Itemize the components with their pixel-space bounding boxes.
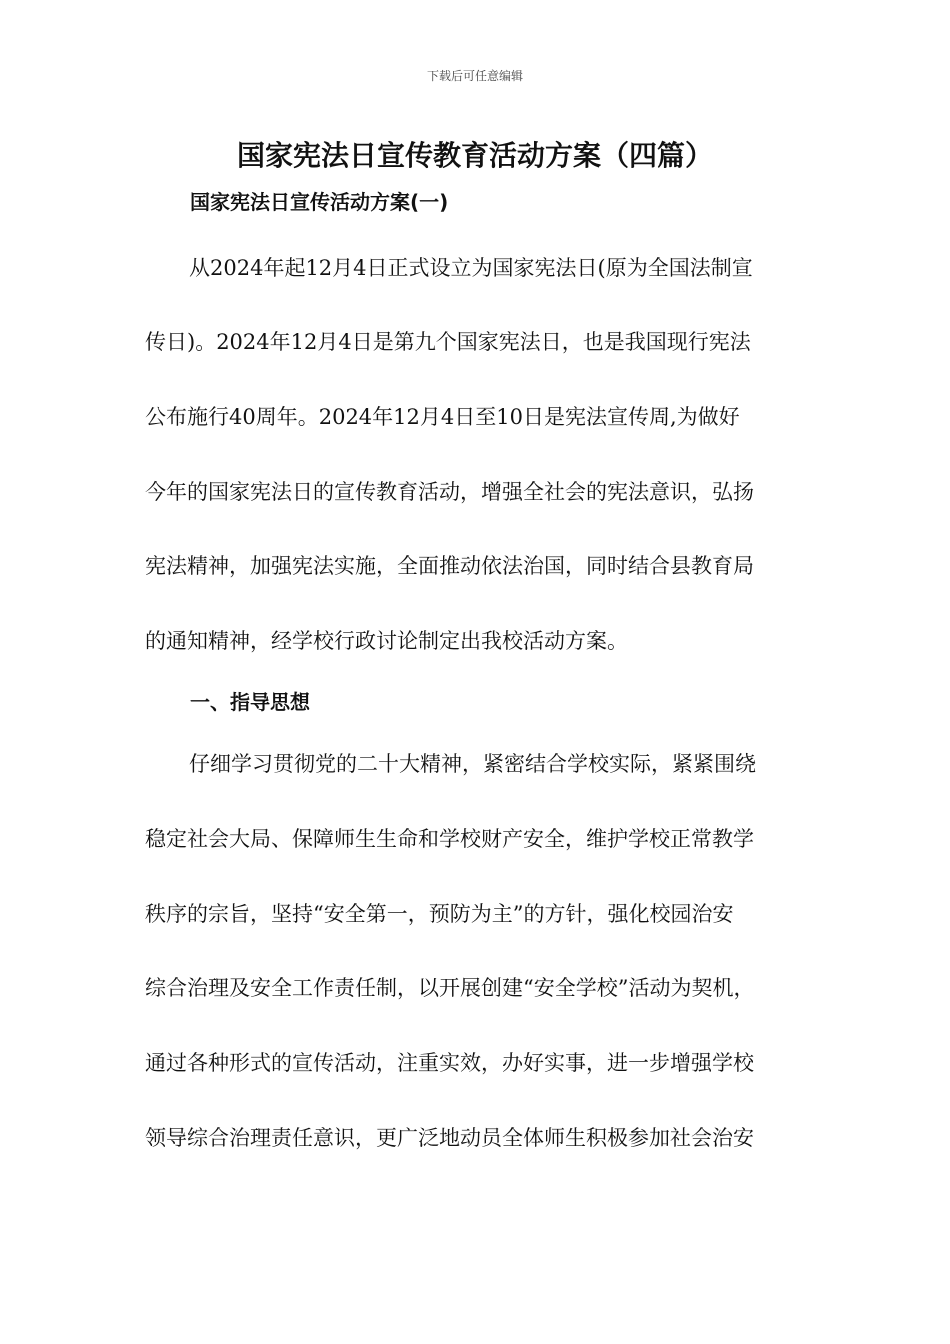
subtitle: 国家宪法日宣传活动方案(一) <box>190 190 449 214</box>
paragraph-line: 从2024年起12月4日正式设立为国家宪法日(原为全国法制宣 <box>189 256 753 280</box>
paragraph-line: 宪法精神，加强宪法实施，全面推动依法治国，同时结合县教育局 <box>145 554 754 578</box>
document-title: 国家宪法日宣传教育活动方案（四篇） <box>236 139 713 172</box>
paragraph-line: 的通知精神，经学校行政讨论制定出我校活动方案。 <box>145 629 628 653</box>
paragraph-line: 综合治理及安全工作责任制，以开展创建“安全学校”活动为契机， <box>145 976 755 1000</box>
paragraph-line: 稳定社会大局、保障师生生命和学校财产安全，维护学校正常教学 <box>145 827 754 851</box>
paragraph-line: 传日)。2024年12月4日是第九个国家宪法日，也是我国现行宪法 <box>145 330 751 354</box>
header-note: 下载后可任意编辑 <box>426 69 523 83</box>
paragraph-line: 仔细学习贯彻党的二十大精神，紧密结合学校实际，紧紧围绕 <box>189 752 756 776</box>
paragraph-line: 公布施行40周年。2024年12月4日至10日是宪法宣传周,为做好 <box>145 405 740 429</box>
paragraph-line: 秩序的宗旨，坚持“安全第一，预防为主”的方针，强化校园治安 <box>145 902 734 926</box>
section-heading: 一、指导思想 <box>190 690 310 714</box>
paragraph-line: 通过各种形式的宣传活动，注重实效，办好实事，进一步增强学校 <box>145 1051 754 1075</box>
paragraph-line: 今年的国家宪法日的宣传教育活动，增强全社会的宪法意识，弘扬 <box>145 480 754 504</box>
paragraph-line: 领导综合治理责任意识，更广泛地动员全体师生积极参加社会治安 <box>145 1126 754 1150</box>
